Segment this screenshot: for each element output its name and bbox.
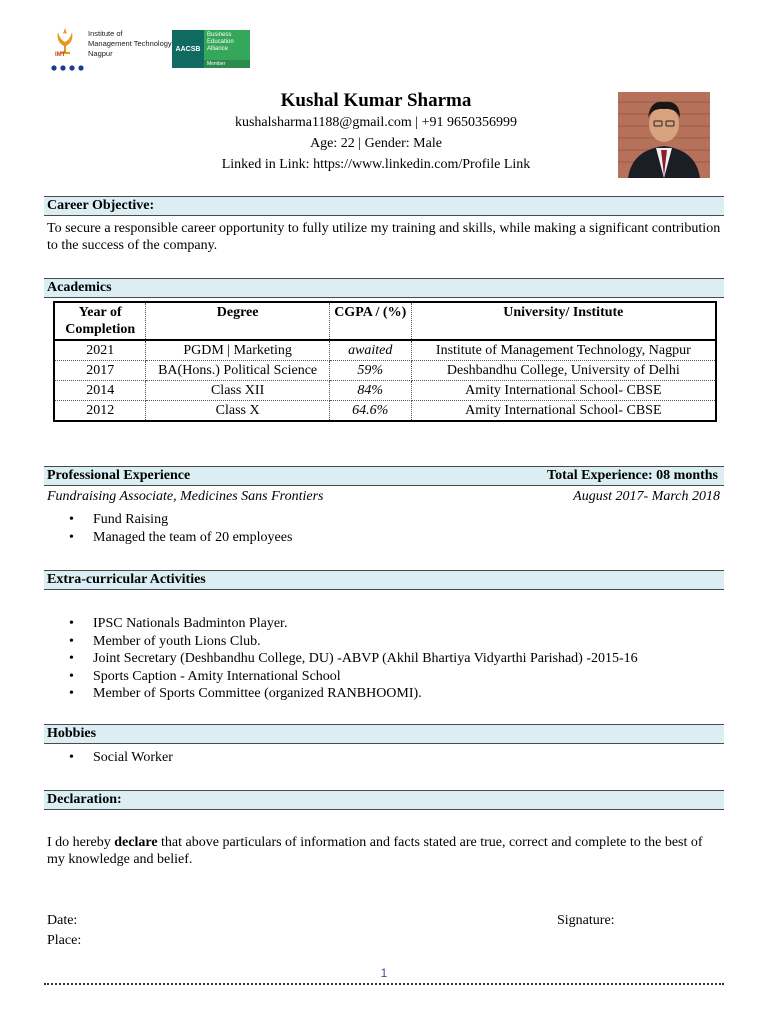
list-item: • Joint Secretary (Deshbandhu College, DU) -ABVP (Akhil Bhartiya Vidyarthi Parishad) -2015-16 — [93, 650, 638, 668]
academics-table — [53, 301, 717, 422]
header-university: University/ Institute — [411, 302, 716, 340]
profile-photo-image — [618, 92, 710, 178]
imt-logo — [50, 26, 170, 72]
table-header-row — [54, 302, 716, 340]
date-label: Date: — [47, 913, 78, 928]
list-item: • IPSC Nationals Badminton Player. — [93, 615, 638, 633]
aacsb-text: Business Education Alliance Member — [204, 30, 250, 68]
resume-header — [120, 90, 632, 175]
linkedin-link[interactable]: Linked in Link: https://www.linkedin.com/Profile Link — [221, 157, 531, 172]
section-title: Career Objective: — [47, 198, 155, 213]
table-row: 2017 BA(Hons.) Political Science 59% Deshbandhu College, University of Delhi — [54, 361, 716, 381]
contact-info: kushalsharma1188@gmail.com | +91 9650356999 — [234, 115, 518, 130]
list-item: • Sports Caption - Amity International School — [93, 668, 638, 686]
list-item: • Fund Raising — [93, 511, 292, 529]
profile-photo — [618, 92, 710, 178]
section-extracurricular — [44, 570, 724, 590]
list-item: • Member of Sports Committee (organized RANBHOOMI). — [93, 685, 638, 703]
list-item: • Managed the team of 20 employees — [93, 529, 292, 547]
section-title: Professional Experience — [47, 468, 191, 483]
extracurricular-bullets — [93, 615, 638, 703]
section-title: Hobbies — [47, 726, 97, 741]
header-cgpa: CGPA / (%) — [329, 302, 411, 340]
candidate-name: Kushal Kumar Sharma — [280, 90, 472, 111]
imt-name: Institute of Management Technology Nagpur — [88, 29, 172, 58]
page-number: 1 — [380, 966, 388, 980]
section-declaration — [44, 790, 724, 810]
hobbies-bullets — [93, 749, 173, 767]
career-objective-text: To secure a responsible career opportunity to fully utilize my training and skills, while making a significant contribution to the success of the company. — [47, 221, 721, 253]
imt-emblem-label: IMT — [55, 52, 66, 58]
date-row — [47, 911, 723, 931]
declare-emphasis: declare — [114, 835, 158, 850]
signature-label: Signature: — [557, 913, 615, 928]
place-label: Place: — [47, 933, 82, 948]
header-degree: Degree — [146, 302, 329, 340]
declaration-text: I do hereby declare that above particulars of information and facts stated are true, correct and complete to the best of my knowledge and belief. — [47, 835, 703, 867]
aacsb-member: Member — [204, 60, 250, 68]
age-gender: Age: 22 | Gender: Male — [310, 136, 442, 151]
footer-divider — [44, 983, 724, 985]
role-title: Fundraising Associate, Medicines Sans Frontiers — [47, 489, 324, 504]
section-hobbies — [44, 724, 724, 744]
aacsb-mark: AACSB — [172, 30, 204, 68]
place-row — [47, 931, 723, 951]
imt-dots-icon — [50, 64, 90, 72]
experience-bullets — [93, 511, 292, 546]
total-experience: Total Experience: 08 months — [547, 468, 718, 483]
table-row: 2021 PGDM | Marketing awaited Institute of Management Technology, Nagpur — [54, 340, 716, 361]
section-title: Academics — [47, 280, 112, 295]
section-title: Declaration: — [47, 792, 122, 807]
list-item: • Social Worker — [93, 749, 173, 767]
table-row: 2012 Class X 64.6% Amity International School- CBSE — [54, 401, 716, 422]
list-item: • Member of youth Lions Club. — [93, 633, 638, 651]
aacsb-logo — [172, 30, 250, 68]
section-professional-experience — [44, 466, 724, 486]
section-title: Extra-curricular Activities — [47, 572, 206, 587]
section-career-objective — [44, 196, 724, 216]
header-year: Year of Completion — [54, 302, 146, 340]
section-academics — [44, 278, 724, 298]
table-row: 2014 Class XII 84% Amity International School- CBSE — [54, 381, 716, 401]
role-dates: August 2017- March 2018 — [573, 489, 720, 504]
experience-role — [47, 488, 723, 506]
